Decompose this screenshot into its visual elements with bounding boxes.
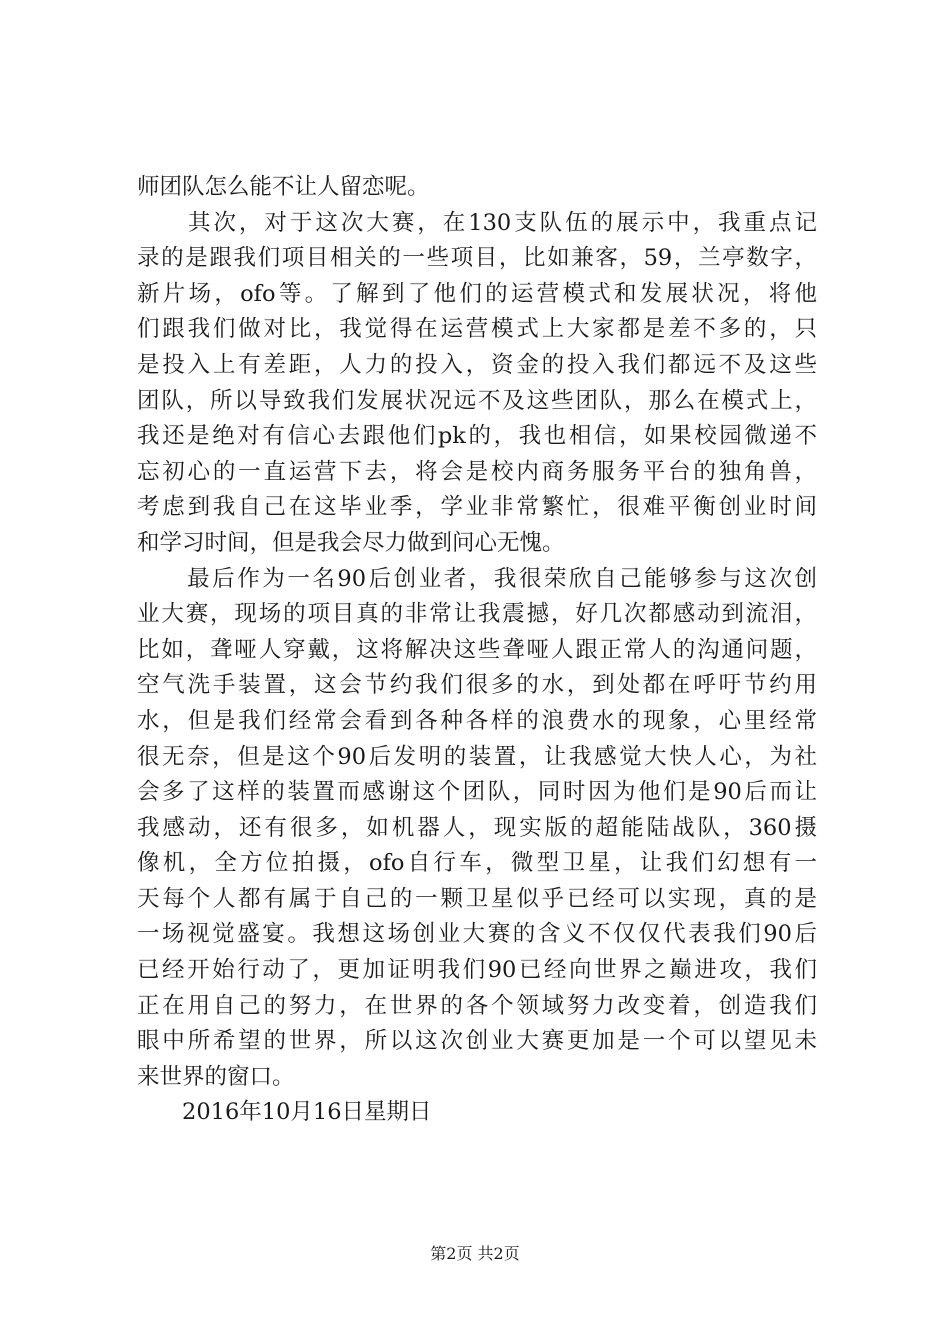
text-line: 其次，对于这次大赛，在130支队伍的展示中，我重点记 (137, 209, 817, 236)
date-line: 2016年10月16日星期日 (137, 1099, 432, 1126)
text-line: 水，但是我们经常会看到各种各样的浪费水的现象，心里经常 (137, 707, 817, 734)
text-line: 眼中所希望的世界，所以这次创业大赛更加是一个可以望见未 (137, 1028, 817, 1055)
text-line: 和学习时间，但是我会尽力做到问心无愧。 (137, 529, 565, 556)
text-line: 很无奈，但是这个90后发明的装置，让我感觉大快人心，为社 (137, 743, 817, 770)
page-number-footer: 第2页 共2页 (430, 1244, 520, 1263)
text-line: 会多了这样的装置而感谢这个团队，同时因为他们是90后而让 (137, 779, 817, 806)
text-line: 忘初心的一直运营下去，将会是校内商务服务平台的独角兽， (137, 458, 817, 485)
text-line: 师团队怎么能不让人留恋呢。 (137, 174, 430, 200)
text-line: 录的是跟我们项目相关的一些项目，比如兼客，59，兰亭数字， (137, 245, 817, 272)
text-line: 们跟我们做对比，我觉得在运营模式上大家都是差不多的，只 (137, 316, 817, 343)
text-line: 新片场，ofo等。了解到了他们的运营模式和发展状况，将他 (137, 280, 817, 307)
text-line: 比如，聋哑人穿戴，这将解决这些聋哑人跟正常人的沟通问题， (137, 636, 817, 663)
text-line: 最后作为一名90后创业者，我很荣欣自己能够参与这次创 (137, 565, 817, 592)
body-text (137, 170, 817, 1131)
text-line: 我还是绝对有信心去跟他们pk的，我也相信，如果校园微递不 (137, 423, 817, 450)
text-line: 团队，所以导致我们发展状况远不及这些团队，那么在模式上， (137, 387, 817, 414)
text-line: 已经开始行动了，更加证明我们90已经向世界之巅进攻，我们 (137, 957, 817, 984)
text-line: 我感动，还有很多，如机器人，现实版的超能陆战队，360摄 (137, 814, 817, 841)
text-line: 空气洗手装置，这会节约我们很多的水，到处都在呼吁节约用 (137, 672, 817, 699)
text-line: 来世界的窗口。 (137, 1063, 295, 1090)
text-line: 是投入上有差距，人力的投入，资金的投入我们都远不及这些 (137, 351, 817, 378)
text-line: 一场视觉盛宴。我想这场创业大赛的含义不仅仅代表我们90后 (137, 921, 817, 948)
text-line: 像机，全方位拍摄，ofo自行车，微型卫星，让我们幻想有一 (137, 850, 817, 877)
text-line: 业大赛，现场的项目真的非常让我震撼，好几次都感动到流泪， (137, 601, 817, 628)
text-line: 天每个人都有属于自己的一颗卫星似乎已经可以实现，真的是 (137, 885, 817, 912)
text-line: 正在用自己的努力，在世界的各个领域努力改变着，创造我们 (137, 992, 817, 1019)
text-line: 考虑到我自己在这毕业季，学业非常繁忙，很难平衡创业时间 (137, 494, 817, 521)
